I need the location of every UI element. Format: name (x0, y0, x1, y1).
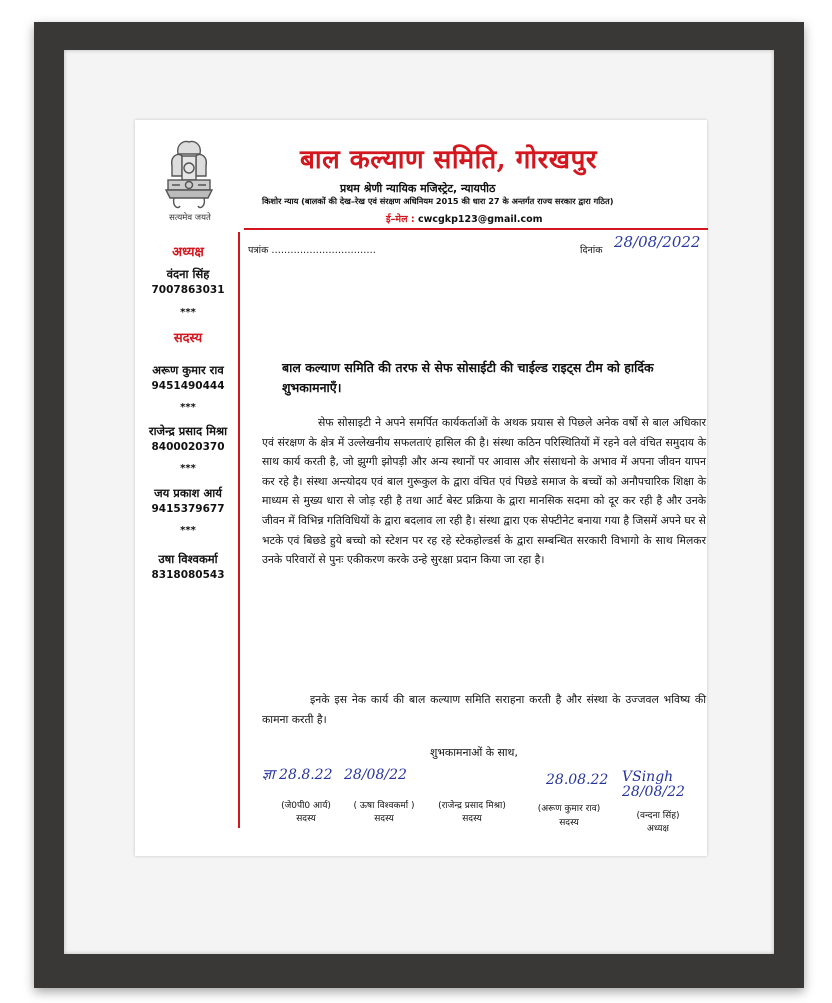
signatory-role: सदस्य (462, 814, 482, 824)
header-divider (244, 228, 708, 230)
member-name: जय प्रकाश आर्य (154, 486, 222, 500)
separator: *** (180, 525, 196, 536)
organization-name: बाल कल्याण समिति, गोरखपुर (300, 145, 597, 175)
letter-greeting: शुभकामनाओं के साथ, (430, 746, 518, 759)
date-label: दिनांक (580, 245, 603, 256)
separator: *** (180, 402, 196, 413)
signature: ज्ञा 28.8.22 (262, 767, 333, 783)
member-phone: 9451490444 (151, 380, 225, 392)
email-label: ई–मेल : (386, 214, 415, 225)
signatory-role: सदस्य (559, 818, 579, 828)
sidebar-divider (238, 232, 240, 828)
chair-phone: 7007863031 (151, 284, 225, 296)
signature: VSingh 28/08/22 (622, 769, 685, 800)
member-phone: 8318080543 (151, 569, 225, 581)
signatory-name: (जे0पी0 आर्य) (281, 801, 331, 811)
handwritten-date: 28/08/2022 (614, 233, 701, 251)
member-phone: 8400020370 (151, 441, 225, 453)
member-role-heading: सदस्य (173, 331, 203, 346)
signature: 28.08.22 (546, 772, 609, 788)
member-name: अरूण कुमार राव (152, 363, 224, 377)
act-reference: किशोर न्याय (बालकों की देख–रेख एवं संरक्षण अधिनियम 2015 की धारा 27 के अन्तर्गत राज्य सरकार द्वारा गठित) (262, 196, 614, 206)
signatory-name: (अरूण कुमार राव) (537, 804, 601, 814)
letter-paragraph-1: सेफ सोसाइटी ने अपने समर्पित कार्यकर्ताओं के अथक प्रयास से पिछले अनेक वर्षो से बाल अधिकार एवं संरक्षण के क्षेत्र में उल्लेखनीय सफलताएं हासिल की है। संस्था कठिन परिस्थितियों में रहने वले वंचित समुदाय के साथ कार्य करती है, जो झुग्गी झोपड़ी और अन्य स्थानों पर आवास और संसाधनो के अभाव में अपना जीवन यापन कर रहे है। संस्था अन्त्योदय एवं बाल गुरूकुल के द्वारा वंचित एवं पिछडे समाज के बच्चों को अनौपचारिक शिक्षा के माध्यम से मुख्य धारा से जोड़ रही है तथा आर्ट बेस्ट प्रक्रिया के द्वारा मानसिक सदमा को दूर कर रही है और उनके जीवन में विभिन्न गतिविधियों के द्वारा बदलाव ला रही है। संस्था द्वारा एक सेफ्टीनेट बनाया गया है जिसमें अपने घर से भटके एवं बिछडे हुये बच्चो को स्टेशन पर रह रहे स्टेकहोल्डर्स के द्वारा सम्बन्धित सरकारी विभागो के साथ मिलकर उनके परिवारों से पुनः एकीकरण करके उन्हे सुरक्षा प्रदान किया जा रहा है। (262, 416, 706, 567)
signatory-role: सदस्य (296, 814, 316, 824)
member-name: उषा विश्वकर्मा (158, 552, 218, 566)
signatory-name: ( ऊषा विश्वकर्मा ) (353, 801, 415, 811)
emblem-motto: सत्यमेव जयते (169, 213, 211, 223)
signatory-name: (राजेन्द्र प्रसाद मिश्रा) (438, 801, 506, 811)
chair-role-heading: अध्यक्ष (172, 245, 204, 260)
email-address: cwcgkp123@gmail.com (417, 214, 543, 225)
letter-paragraph-2: इनके इस नेक कार्य की बाल कल्याण समिति सराहना करती है और संस्था के उज्जवल भविष्य की कामना करती है। (262, 693, 706, 726)
letter-subject: बाल कल्याण समिति की तरफ से सेफ सोसाईटी की चाईल्ड राइट्स टीम को हार्दिक शुभकामनाएँ। (282, 360, 654, 395)
chair-name: वंदना सिंह (166, 267, 210, 281)
letter-number-field: पत्रांक …………………………… (248, 245, 376, 256)
email-line (386, 212, 543, 225)
signatory-role: अध्यक्ष (647, 824, 669, 834)
signatory-name: (वन्दना सिंह) (636, 811, 680, 821)
separator: *** (180, 463, 196, 474)
separator: *** (180, 307, 196, 318)
court-designation: प्रथम श्रेणी न्यायिक मजिस्ट्रेट, न्यायपीठ (340, 182, 496, 195)
signature: 28/08/22 (344, 767, 407, 783)
member-phone: 9415379677 (151, 503, 225, 515)
ashoka-emblem-icon (158, 136, 220, 216)
member-name: राजेन्द्र प्रसाद मिश्रा (148, 424, 228, 438)
signatory-role: सदस्य (374, 814, 394, 824)
